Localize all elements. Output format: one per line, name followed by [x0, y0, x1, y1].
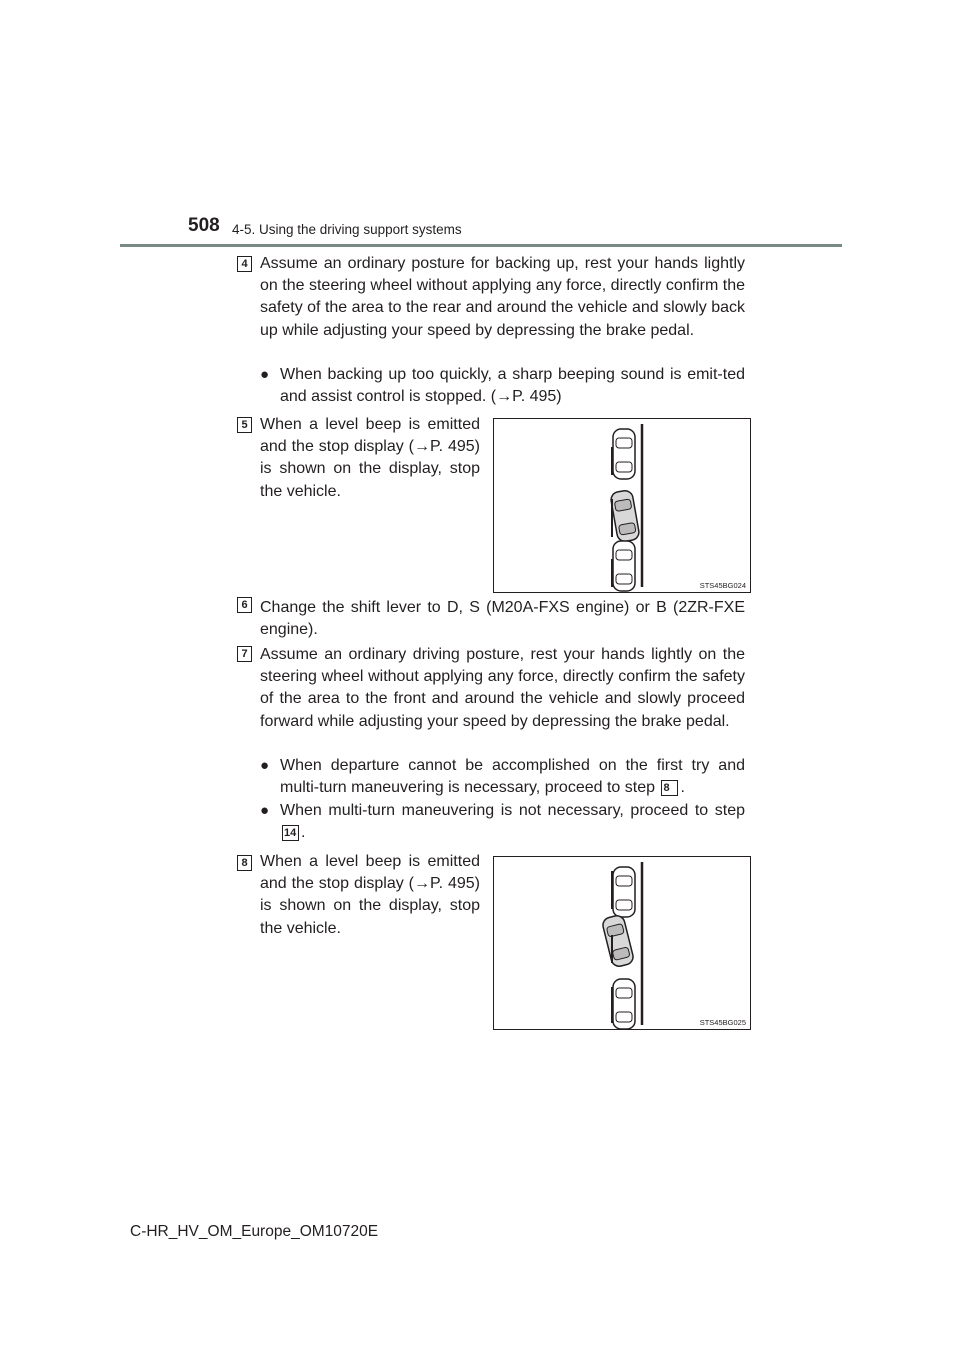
parked-car-front-icon [613, 867, 635, 917]
step-8-text: When a level beep is emitted and the stop display (→P. 495) is shown on the display, stop the vehicle. [260, 853, 480, 937]
step-ref-8-link[interactable]: 8 [661, 780, 678, 796]
parking-diagram-1 [494, 419, 750, 592]
step-4-bullet-1 [260, 364, 745, 408]
step-7-text: Assume an ordinary driving posture, rest your hands lightly on the steering wheel without applying any force, directly confirm the safety of the area to the front and around the vehicle and slowly proceed forward while adjusting your speed by depressing the brake pedal. [260, 646, 745, 730]
document-id: C-HR_HV_OM_Europe_OM10720E [130, 1223, 379, 1240]
step-7-bullet-2-text: When multi-turn maneuvering is not necessary, proceed to step [280, 802, 745, 819]
step-7-bullet-1-after: . [680, 779, 685, 797]
bullet-icon: ● [260, 802, 270, 819]
parked-car-front-icon [613, 429, 635, 479]
page-number: 508 [188, 215, 220, 236]
step-4-bullet-1-text: When backing up too quickly, a sharp beeping sound is emit-ted and assist control is stopped. (→P. 495) [280, 366, 745, 406]
bullet-icon: ● [260, 366, 270, 383]
maneuvering-car-icon [601, 914, 634, 968]
step-7-bullet-2-after: . [301, 824, 306, 842]
step-7-bullet-1 [260, 755, 745, 799]
step-4-text: Assume an ordinary posture for backing up, rest your hands lightly on the steering wheel without applying any force, directly confirm the safety of the area to the rear and around the vehicle and slowly back up while adjusting your speed by depressing the brake pedal. [260, 255, 745, 339]
section-title: 4-5. Using the driving support systems [232, 222, 462, 237]
step-6-text: Change the shift lever to D, S (M20A-FXS engine) or B (2ZR-FXE engine). [260, 599, 745, 639]
figure-code-2: STS45BG025 [699, 1018, 746, 1027]
parked-car-rear-icon [613, 541, 635, 591]
header-divider [120, 244, 842, 247]
maneuvering-car-icon [610, 489, 640, 542]
step-5-text: When a level beep is emitted and the stop display (→P. 495) is shown on the display, stop the vehicle. [260, 416, 480, 500]
figure-backing-stop [493, 418, 751, 593]
step-ref-14-link[interactable]: 14 [282, 825, 299, 841]
step-badge-6: 6 [237, 597, 252, 613]
step-badge-5: 5 [237, 417, 252, 433]
parked-car-rear-icon [613, 979, 635, 1029]
bullet-icon: ● [260, 757, 270, 774]
figure-forward-stop [493, 856, 751, 1030]
step-7-bullet-1-text: When departure cannot be accomplished on the first try and multi-turn maneuvering is necessary, proceed to step [280, 757, 745, 797]
step-badge-7: 7 [237, 646, 252, 662]
parking-diagram-2 [494, 857, 750, 1029]
page-header [0, 0, 960, 250]
step-7-bullet-2 [260, 800, 745, 844]
step-badge-8: 8 [237, 855, 252, 871]
step-badge-4: 4 [237, 256, 252, 272]
figure-code-1: STS45BG024 [699, 581, 746, 590]
